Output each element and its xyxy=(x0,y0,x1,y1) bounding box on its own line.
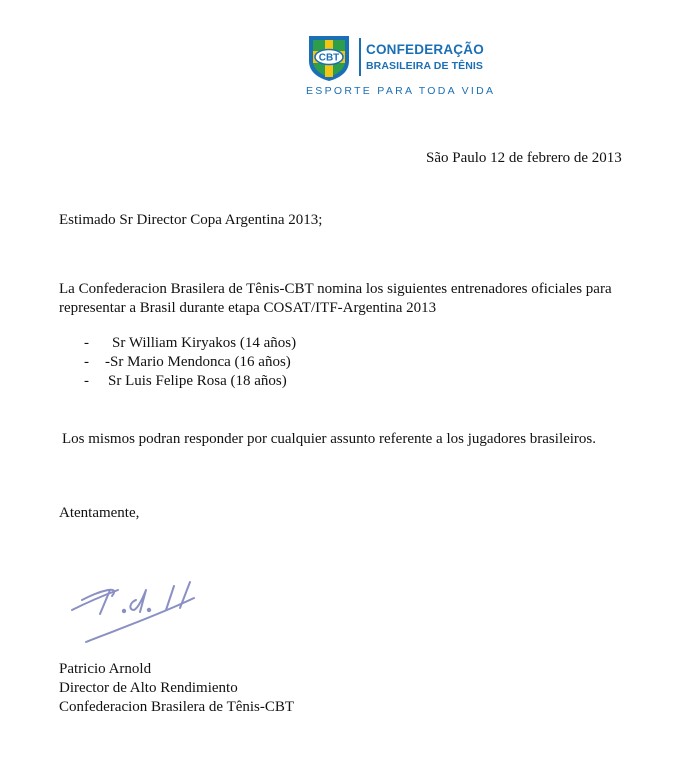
list-bullet: - xyxy=(84,373,89,389)
signer-block xyxy=(59,660,294,717)
signer-title: Director de Alto Rendimiento xyxy=(59,680,238,696)
paragraph-line: La Confederacion Brasilera de Tênis-CBT nomina los siguientes entrenadores oficiales para xyxy=(59,281,612,297)
org-name-line1: CONFEDERAÇÃO xyxy=(366,42,484,57)
letter-body-paragraph xyxy=(59,280,612,318)
coach-name: Sr Luis Felipe Rosa (18 años) xyxy=(108,373,287,389)
org-tagline: ESPORTE PARA TODA VIDA xyxy=(306,85,496,97)
logo-divider xyxy=(359,38,361,76)
coach-name: -Sr Mario Mendonca (16 años) xyxy=(105,354,291,370)
coach-name: Sr William Kiryakos (14 años) xyxy=(112,335,297,351)
org-name-line2: BRASILEIRA DE TÊNIS xyxy=(366,60,484,72)
closing-statement: Los mismos podran responder por cualquier assunto referente a los jugadores brasileiros. xyxy=(62,431,597,447)
paragraph-line: representar a Brasil durante etapa COSAT/ITF-Argentina 2013 xyxy=(59,300,437,316)
letterhead-logo xyxy=(306,34,496,97)
handwritten-signature xyxy=(66,578,206,650)
letter-date: São Paulo 12 de febrero de 2013 xyxy=(426,150,622,166)
letter-greeting: Estimado Sr Director Copa Argentina 2013; xyxy=(59,212,323,228)
shield-emblem-text: CBT xyxy=(318,52,340,64)
signer-name: Patricio Arnold xyxy=(59,661,152,677)
list-bullet: - xyxy=(84,354,89,370)
signer-organization: Confederacion Brasilera de Tênis-CBT xyxy=(59,699,295,715)
cbt-shield-icon xyxy=(306,34,352,82)
letter-regards: Atentamente, xyxy=(59,505,140,521)
list-bullet: - xyxy=(84,335,89,351)
